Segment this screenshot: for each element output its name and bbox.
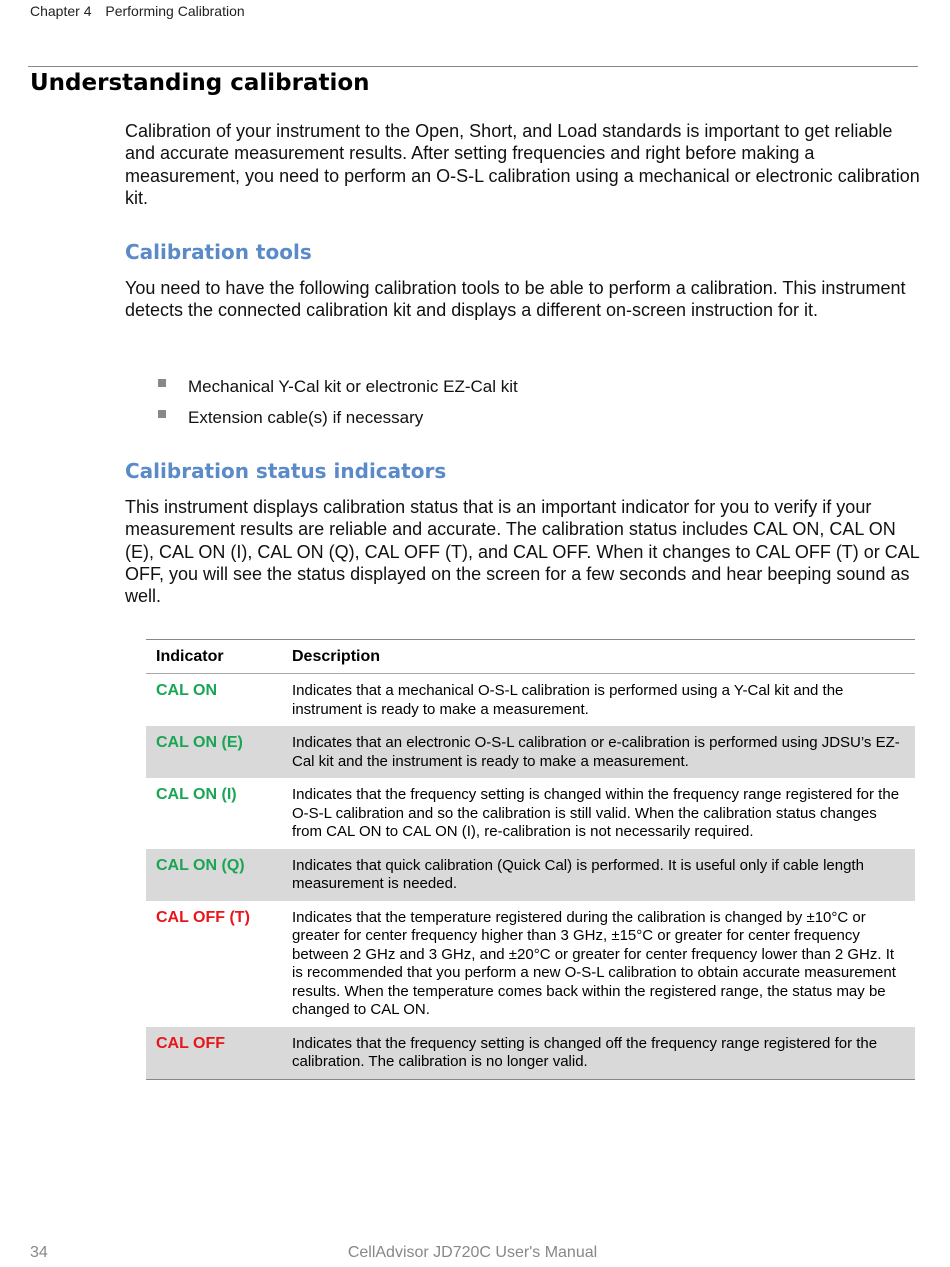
manual-title: CellAdvisor JD720C User's Manual bbox=[347, 1244, 598, 1261]
intro-paragraph-block bbox=[125, 120, 920, 209]
tools-text-block bbox=[125, 277, 920, 322]
indicator-cal-on-e: CAL ON (E) bbox=[146, 726, 282, 778]
table-row bbox=[146, 901, 915, 1027]
status-indicator-table bbox=[146, 639, 915, 1080]
status-heading: Calibration status indicators bbox=[125, 459, 447, 483]
indicator-cal-on: CAL ON bbox=[156, 682, 218, 699]
status-text-block bbox=[125, 496, 920, 607]
chapter-number: Chapter 4 bbox=[30, 3, 92, 19]
running-header bbox=[30, 3, 245, 19]
table-row bbox=[146, 778, 915, 849]
tools-heading: Calibration tools bbox=[125, 240, 312, 264]
description-cell: Indicates that the frequency setting is changed off the frequency range registered for the calibration. The calibration is no longer valid. bbox=[282, 1027, 915, 1080]
page-number: 34 bbox=[30, 1244, 48, 1261]
bullet-square-icon bbox=[158, 379, 166, 387]
list-item bbox=[158, 376, 518, 407]
indicator-cal-on-q: CAL ON (Q) bbox=[146, 849, 282, 901]
description-cell: Indicates that the temperature registered during the calibration is changed by ±10°C or greater for center frequency higher than 3 GHz, ±15°C or greater for center frequency between 2 GHz and 3 GHz, and ±20°C or greater for center frequency lower than 2 GHz. It is recommended that you perform a new O-S-L calibration to obtain accurate measurement results. When the temperature comes back within the registered range, the status may be changed to CAL ON. bbox=[292, 908, 896, 1018]
tools-list bbox=[158, 376, 518, 438]
indicator-cal-off-t: CAL OFF (T) bbox=[156, 908, 250, 926]
table-row bbox=[146, 674, 915, 727]
indicator-cal-off: CAL OFF bbox=[146, 1027, 282, 1080]
section-title: Understanding calibration bbox=[30, 70, 370, 96]
table-row bbox=[146, 726, 915, 778]
header-rule bbox=[28, 66, 918, 67]
indicator-cal-on-i: CAL ON (I) bbox=[156, 786, 237, 803]
chapter-title: Performing Calibration bbox=[105, 3, 245, 19]
list-item-text: Mechanical Y-Cal kit or electronic EZ-Cal kit bbox=[188, 377, 518, 396]
description-cell: Indicates that an electronic O-S-L calibration or e-calibration is performed using JDSU’s EZ-Cal kit and the instrument is ready to make a measurement. bbox=[282, 726, 915, 778]
table-header-row bbox=[146, 640, 915, 674]
list-item-text: Extension cable(s) if necessary bbox=[188, 408, 424, 427]
table-row bbox=[146, 1027, 915, 1080]
description-cell: Indicates that the frequency setting is changed within the frequency range registered for the O-S-L calibration and so the calibration is still valid. When the calibration status changes from CAL ON to CAL ON (I), re-calibration is not necessarily required. bbox=[292, 786, 900, 840]
description-column-header: Description bbox=[282, 640, 915, 674]
status-subsection bbox=[125, 459, 920, 483]
bullet-square-icon bbox=[158, 410, 166, 418]
indicator-column-header: Indicator bbox=[146, 640, 282, 674]
tools-subsection bbox=[125, 240, 920, 264]
status-paragraph: This instrument displays calibration status that is an important indicator for you to verify if your measurement results are reliable and accurate. The calibration status includes CAL ON, CAL ON (E), CAL ON (I), CAL ON (Q), CAL OFF (T), and CAL OFF. When it changes to CAL OFF (T) or CAL OFF, you will see the status displayed on the screen for a few seconds and hear beeping sound as well. bbox=[125, 497, 920, 607]
list-item bbox=[158, 407, 518, 438]
description-cell: Indicates that a mechanical O-S-L calibration is performed using a Y-Cal kit and the instrument is ready to make a measurement. bbox=[292, 682, 844, 718]
intro-paragraph: Calibration of your instrument to the Open, Short, and Load standards is important to get reliable and accurate measurement results. After setting frequencies and right before making a measurement, you need to perform an O-S-L calibration using a mechanical or electronic calibration kit. bbox=[125, 121, 920, 208]
description-cell: Indicates that quick calibration (Quick Cal) is performed. It is useful only if cable length measurement is needed. bbox=[282, 849, 915, 901]
tools-paragraph: You need to have the following calibration tools to be able to perform a calibration. This instrument detects the connected calibration kit and displays a different on-screen instruction for it. bbox=[125, 278, 906, 321]
table-row bbox=[146, 849, 915, 901]
